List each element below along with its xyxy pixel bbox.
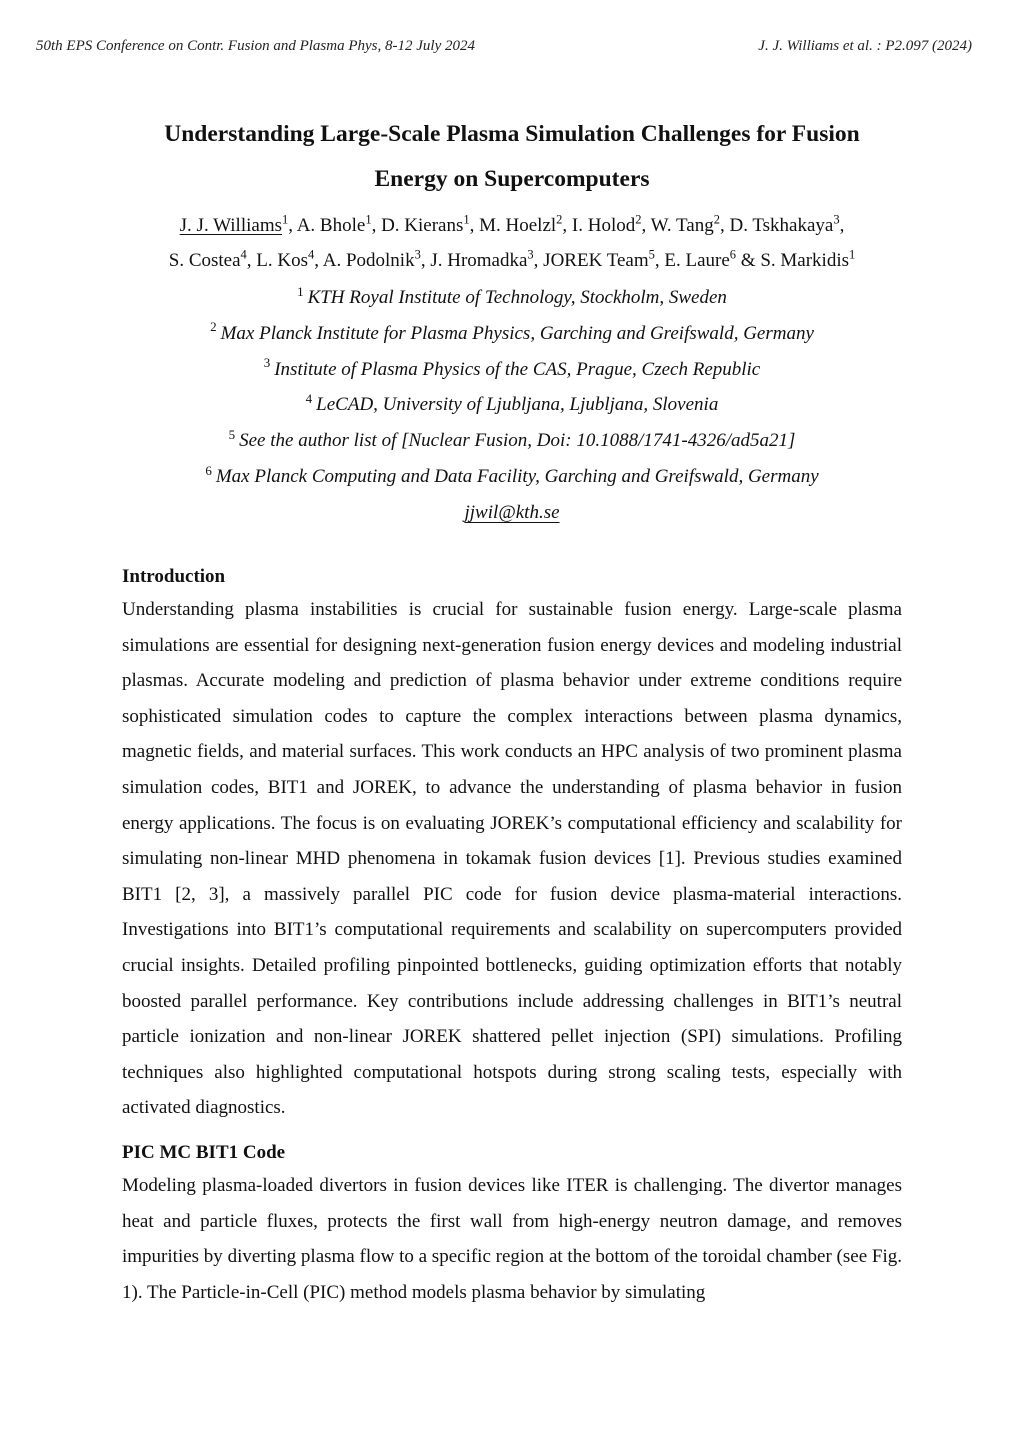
author-affil: 3 bbox=[833, 212, 840, 227]
author-name: W. Tang bbox=[650, 215, 714, 236]
title-line-1: Understanding Large-Scale Plasma Simulation Challenges for Fusion bbox=[164, 121, 860, 147]
affiliation-item: $^1$ KTH Royal Institute of Technology, Stockholm, Sweden bbox=[297, 283, 727, 308]
author-affil: 1 bbox=[463, 212, 470, 227]
affiliation-item: $^5$ See the author list of [Nuclear Fusion, Doi: 10.1088/1741-4326/ad5a21] bbox=[228, 426, 796, 452]
affiliation-item: $^6$ Max Planck Computing and Data Facility, Garching and Greifswald, Germany bbox=[205, 462, 819, 487]
conference-header: 50th EPS Conference on Contr. Fusion and Plasma Phys, 8-12 July 2024 bbox=[36, 38, 475, 54]
author-affil: 6 bbox=[729, 247, 737, 262]
affiliation-item: $^3$ Institute of Plasma Physics of the CAS, Prague, Czech Republic bbox=[263, 355, 761, 380]
section-heading-introduction: Introduction bbox=[122, 566, 226, 587]
author-name: I. Holod bbox=[571, 215, 636, 236]
author-name: D. Tskhakaya bbox=[729, 215, 834, 236]
author-name: S. Costea bbox=[168, 250, 241, 271]
affiliation-item: $^2$ Max Planck Institute for Plasma Physics, Garching and Greifswald, Germany bbox=[210, 319, 814, 344]
contact-email-line bbox=[80, 495, 944, 531]
author-name: A. Podolnik bbox=[322, 250, 415, 271]
author-name: M. Hoelzl bbox=[479, 215, 557, 236]
author-line-2: S. Costea$^4$, L. Kos$^4$, A. Podolnik$^3$, J. Hromadka$^3$, JOREK Team$^5$, E. Laure$^6$ & S. Markidis$^1$ bbox=[168, 247, 856, 271]
author-affil: 3 bbox=[414, 247, 421, 262]
author-list bbox=[80, 208, 944, 278]
author-affil: 4 bbox=[308, 247, 315, 262]
affiliation-item: $^4$ LeCAD, University of Ljubljana, Ljubljana, Slovenia bbox=[305, 391, 719, 416]
author-name: JOREK Team bbox=[543, 250, 649, 271]
contact-email-link[interactable]: jjwil@kth.se bbox=[464, 501, 560, 523]
author-name: E. Laure bbox=[664, 250, 730, 271]
author-name: D. Kierans bbox=[381, 215, 464, 236]
author-line-1: J. J. Williams$^1$, A. Bhole$^1$, D. Kierans$^1$, M. Hoelzl$^2$, I. Holod$^2$, W. Tang$^2$, D. Tskhakaya$^3$, bbox=[179, 212, 845, 236]
author-name: L. Kos bbox=[256, 250, 309, 271]
author-affil: 4 bbox=[240, 247, 247, 262]
running-header bbox=[36, 38, 972, 55]
title-line-2: Energy on Supercomputers bbox=[374, 166, 650, 192]
author-name: A. Bhole bbox=[296, 215, 366, 236]
author-affil: 3 bbox=[527, 247, 534, 262]
paper-body bbox=[122, 562, 902, 1310]
author-affil: 1 bbox=[849, 247, 856, 262]
author-affil: 2 bbox=[713, 212, 720, 227]
author-affil: 1 bbox=[365, 212, 372, 227]
introduction-paragraph: Understanding plasma instabilities is crucial for sustainable fusion energy. Large-scale plasma simulations are essential for designing next-generation fusion energy devices and modeling industrial plasmas. Accurate modeling and prediction of plasma behavior under extreme conditions require sophisticated simulation codes to capture the complex interactions between plasma dynamics, magnetic fields, and material surfaces. This work conducts an HPC analysis of two prominent plasma simulation codes, BIT1 and JOREK, to advance the understanding of plasma behavior in fusion energy applications. The focus is on evaluating JOREK’s computational efficiency and scalability for simulating non-linear MHD phenomena in tokamak fusion devices [1]. Previous studies examined BIT1 [2, 3], a massively parallel PIC code for fusion device plasma-material interactions. Investigations into BIT1’s computational requirements and scalability on supercomputers provided crucial insights. Detailed profiling pinpointed bottlenecks, guiding optimization efforts that notably boosted parallel performance. Key contributions include addressing challenges in BIT1’s neutral particle ionization and non-linear JOREK shattered pellet injection (SPI) simulations. Profiling techniques also highlighted computational hotspots during strong scaling tests, especially with activated diagnostics. bbox=[122, 599, 902, 1119]
author-affil: 1 bbox=[282, 212, 289, 227]
affiliation-list bbox=[80, 280, 944, 531]
section-heading-bit1: PIC MC BIT1 Code bbox=[122, 1141, 286, 1163]
citation-header: J. J. Williams et al. : P2.097 (2024) bbox=[758, 38, 972, 54]
author-name: S. Markidis bbox=[760, 250, 849, 271]
bit1-paragraph: Modeling plasma-loaded divertors in fusion devices like ITER is challenging. The divertor manages heat and particle fluxes, protects the first wall from high-energy neutron damage, and removes impurities by diverting plasma flow to a specific region at the bottom of the toroidal chamber (see Fig. 1). The Particle-in-Cell (PIC) method models plasma behavior by simulating bbox=[122, 1174, 902, 1303]
author-affil: 5 bbox=[648, 247, 655, 262]
author-affil: 2 bbox=[556, 212, 563, 227]
author-name: J. J. Williams bbox=[179, 215, 282, 236]
paper-title bbox=[100, 112, 924, 202]
author-name: J. Hromadka bbox=[430, 250, 528, 271]
author-affil: 2 bbox=[635, 212, 642, 227]
